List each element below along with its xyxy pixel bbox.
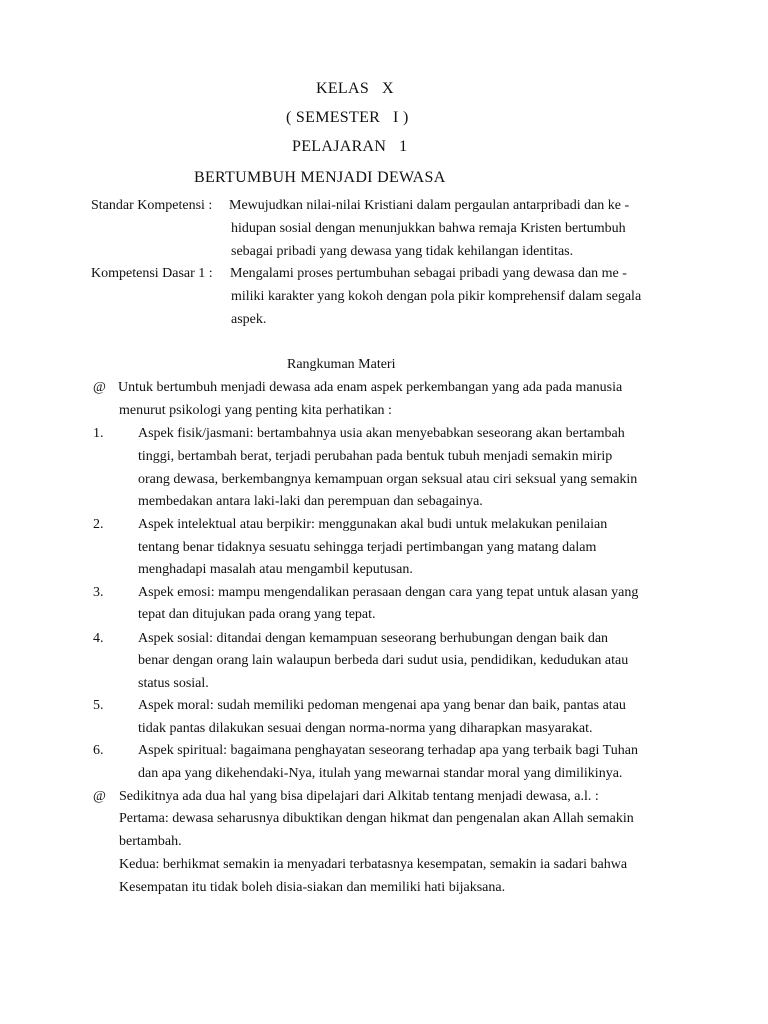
aspect-line: menghadapi masalah atau mengambil keputusan.: [138, 562, 413, 577]
summary-intro-bullet: @: [93, 380, 106, 395]
bible-line: Sedikitnya ada dua hal yang bisa dipelajari dari Alkitab tentang menjadi dewasa, a.l. :: [119, 789, 599, 804]
aspect-number: 4.: [93, 631, 104, 646]
bible-line: Kesempatan itu tidak boleh disia-siakan dan memiliki hati bijaksana.: [119, 880, 506, 895]
standard-competency-line: Mewujudkan nilai-nilai Kristiani dalam pergaulan antarpribadi dan ke -: [229, 198, 630, 213]
aspect-line: orang dewasa, berkembangnya kemampuan organ seksual atau ciri seksual yang semakin: [138, 472, 638, 487]
basic-competency-line: aspek.: [231, 312, 267, 327]
aspect-number: 1.: [93, 426, 104, 441]
aspect-line: tepat dan ditujukan pada orang yang tepat.: [138, 607, 376, 622]
summary-title: Rangkuman Materi: [287, 357, 396, 372]
basic-competency-line: miliki karakter yang kokoh dengan pola pikir komprehensif dalam segala: [231, 289, 642, 304]
summary-intro-line: Untuk bertumbuh menjadi dewasa ada enam aspek perkembangan yang ada pada manusia: [118, 380, 623, 395]
bible-line: Pertama: dewasa seharusnya dibuktikan dengan hikmat dan pengenalan akan Allah semakin: [119, 811, 634, 826]
semester-heading: ( SEMESTER I ): [286, 109, 409, 126]
basic-competency-label: Kompetensi Dasar 1 :: [91, 266, 213, 281]
aspect-number: 6.: [93, 743, 104, 758]
aspect-line: status sosial.: [138, 676, 209, 691]
aspect-line: Aspek intelektual atau berpikir: menggunakan akal budi untuk melakukan penilaian: [138, 517, 608, 532]
bible-line: Kedua: berhikmat semakin ia menyadari terbatasnya kesempatan, semakin ia sadari bahwa: [119, 857, 628, 872]
bible-line: bertambah.: [119, 834, 182, 849]
summary-intro-line: menurut psikologi yang penting kita perhatikan :: [119, 403, 392, 418]
standard-competency-line: hidupan sosial dengan menunjukkan bahwa remaja Kristen bertumbuh: [231, 221, 626, 236]
aspect-line: Aspek emosi: mampu mengendalikan perasaan dengan cara yang tepat untuk alasan yang: [138, 585, 639, 600]
aspect-number: 3.: [93, 585, 104, 600]
aspect-line: tentang benar tidaknya sesuatu sehingga terjadi pertimbangan yang matang dalam: [138, 540, 597, 555]
standard-competency-line: sebagai pribadi yang dewasa yang tidak kehilangan identitas.: [231, 244, 574, 259]
standard-competency-label: Standar Kompetensi :: [91, 198, 213, 213]
aspect-line: benar dengan orang lain walaupun berbeda dari sudut usia, pendidikan, kedudukan atau: [138, 653, 629, 668]
basic-competency-line: Mengalami proses pertumbuhan sebagai pribadi yang dewasa dan me -: [230, 266, 627, 281]
class-heading: KELAS X: [316, 80, 394, 97]
aspect-line: Aspek sosial: ditandai dengan kemampuan seseorang berhubungan dengan baik dan: [138, 631, 609, 646]
aspect-line: dan apa yang dikehendaki-Nya, itulah yang mewarnai standar moral yang dimilikinya.: [138, 766, 623, 781]
aspect-line: tidak pantas dilakukan sesuai dengan norma-norma yang diharapkan masyarakat.: [138, 721, 593, 736]
lesson-heading: PELAJARAN 1: [292, 138, 408, 155]
aspect-line: Aspek fisik/jasmani: bertambahnya usia akan menyebabkan seseorang akan bertambah: [138, 426, 625, 441]
aspect-line: tinggi, bertambah berat, terjadi perubahan pada bentuk tubuh menjadi semakin mirip: [138, 449, 613, 464]
aspect-line: Aspek moral: sudah memiliki pedoman mengenai apa yang benar dan baik, pantas atau: [138, 698, 626, 713]
aspect-number: 2.: [93, 517, 104, 532]
bible-bullet: @: [93, 789, 106, 804]
lesson-title: BERTUMBUH MENJADI DEWASA: [194, 169, 446, 186]
aspect-number: 5.: [93, 698, 104, 713]
aspect-line: Aspek spiritual: bagaimana penghayatan seseorang terhadap apa yang terbaik bagi Tuhan: [138, 743, 638, 758]
aspect-line: membedakan antara laki-laki dan perempuan dan sebagainya.: [138, 494, 483, 509]
